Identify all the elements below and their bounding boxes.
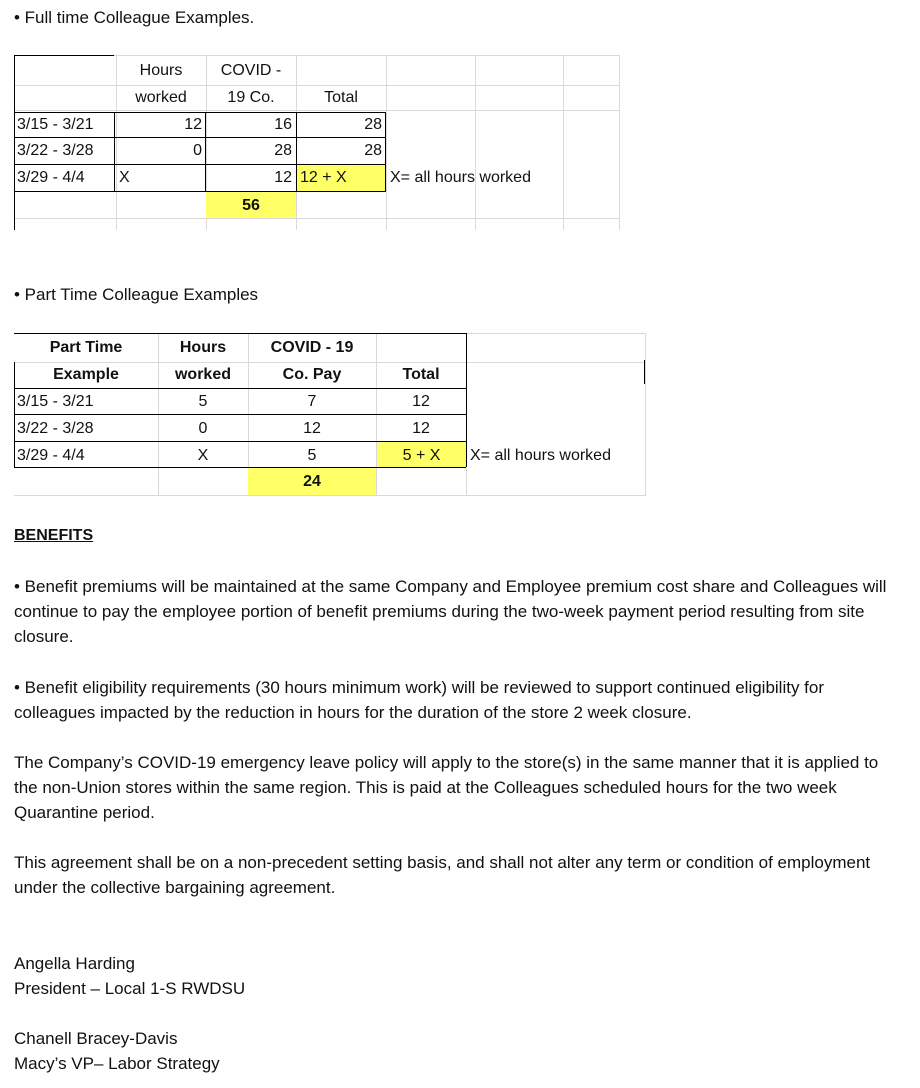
pt-row3-period: 3/29 - 4/4 <box>17 447 85 464</box>
pt-row1-total: 12 <box>412 393 430 410</box>
pt-covid-header-2: Co. Pay <box>282 366 342 383</box>
pt-hours-header-1: Hours <box>179 339 227 356</box>
pt-row2-total: 12 <box>412 420 430 437</box>
ft-row2-total: 28 <box>364 142 382 159</box>
signatory-name: Angella Harding <box>14 954 135 973</box>
ft-covid-header-2: 19 Co. <box>227 89 275 106</box>
pt-row3-total: 5 + X <box>377 442 466 467</box>
ft-total-header: Total <box>324 89 358 106</box>
pt-row1-period: 3/15 - 3/21 <box>17 393 94 410</box>
pt-row2-period: 3/22 - 3/28 <box>17 420 94 437</box>
ft-row2-hours: 0 <box>193 142 202 159</box>
ft-sum: 56 <box>206 192 296 218</box>
ft-row1-total: 28 <box>364 116 382 133</box>
ft-row1-period: 3/15 - 3/21 <box>17 116 94 133</box>
agreement-paragraph: This agreement shall be on a non-precedent setting basis, and shall not alter any term or condition of employment under the collective bargaining agreement. <box>14 853 871 897</box>
full-time-heading: • Full time Colleague Examples. <box>14 8 255 27</box>
benefits-paragraph-premiums: • Benefit premiums will be maintained at the same Company and Employee premium cost share and Colleagues will continue to pay the employee portion of benefit premiums during the two-week payment period resulting from site closure. <box>14 577 887 646</box>
signatory-title: President – Local 1-S RWDSU <box>14 979 246 998</box>
pt-covid-header-1: COVID - 19 <box>270 339 354 356</box>
pt-row3-note: X= all hours worked <box>470 447 611 464</box>
pt-example-header-1: Part Time <box>49 339 123 356</box>
ft-row1-hours: 12 <box>184 116 202 133</box>
ft-row3-note: X= all hours worked <box>390 169 531 186</box>
pt-row3-hours: X <box>197 447 209 464</box>
signature-block-2 <box>14 1026 220 1076</box>
part-time-heading: • Part Time Colleague Examples <box>14 285 259 304</box>
pt-example-header-2: Example <box>53 366 119 383</box>
pt-sum: 24 <box>248 468 376 495</box>
ft-row2-period: 3/22 - 3/28 <box>17 142 94 159</box>
pt-row3-covid: 5 <box>307 447 317 464</box>
pt-row2-hours: 0 <box>198 420 208 437</box>
ft-row3-total: 12 + X <box>297 165 385 191</box>
signatory-title: Macy’s VP– Labor Strategy <box>14 1054 220 1073</box>
ft-covid-header-1: COVID - <box>220 62 282 79</box>
ft-row3-period: 3/29 - 4/4 <box>17 169 85 186</box>
benefits-heading: BENEFITS <box>14 527 94 544</box>
ft-row3-covid: 12 <box>274 169 292 186</box>
benefits-paragraph-eligibility: • Benefit eligibility requirements (30 hours minimum work) will be reviewed to support continued eligibility for colleagues impacted by the reduction in hours for the duration of the store 2 week closure. <box>14 678 825 722</box>
pt-hours-header-2: worked <box>174 366 231 383</box>
pt-row2-covid: 12 <box>303 420 321 437</box>
pt-total-header: Total <box>402 366 440 383</box>
ft-hours-header-1: Hours <box>139 62 183 79</box>
pt-row1-hours: 5 <box>198 393 208 410</box>
ft-row2-covid: 28 <box>274 142 292 159</box>
part-time-table <box>0 0 920 520</box>
signature-block-1 <box>14 951 245 1001</box>
ft-row3-hours: X <box>119 169 130 186</box>
signatory-name: Chanell Bracey-Davis <box>14 1029 178 1048</box>
leave-policy-paragraph: The Company’s COVID-19 emergency leave policy will apply to the store(s) in the same manner that it is applied to the non-Union stores within the same region. This is paid at the Colleagues scheduled hours for the two week Quarantine period. <box>14 753 879 822</box>
ft-row1-covid: 16 <box>274 116 292 133</box>
pt-row1-covid: 7 <box>307 393 317 410</box>
ft-hours-header-2: worked <box>135 89 187 106</box>
